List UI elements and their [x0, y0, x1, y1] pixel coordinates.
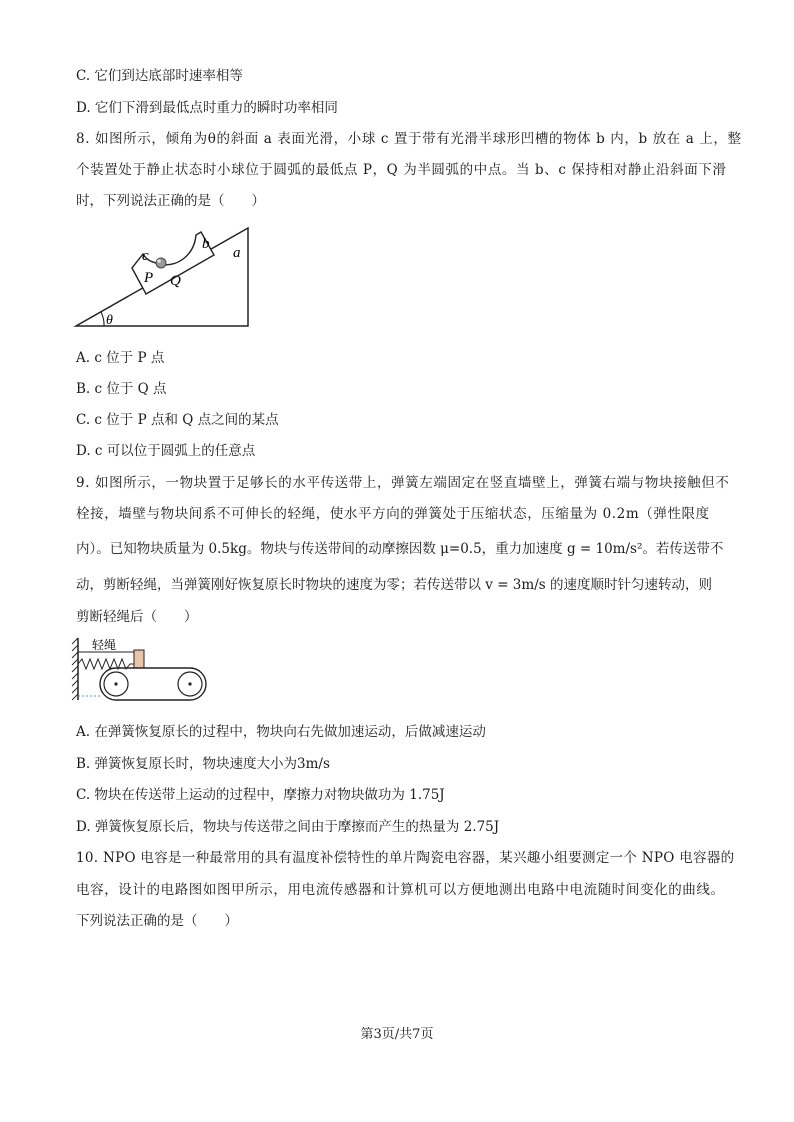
q9-stem-line-2: 栓接，墙壁与物块间系不可伸长的轻绳，使水平方向的弹簧处于压缩状态，压缩量为 0.2m（弹性限度: [76, 506, 710, 522]
q7-option-d: D. 它们下滑到最低点时重力的瞬时功率相同: [76, 100, 338, 116]
q8-option-b: B. c 位于 Q 点: [76, 381, 167, 397]
q9-option-a: A. 在弹簧恢复原长的过程中，物块向右先做加速运动，后做减速运动: [76, 724, 486, 740]
q9-stem-line-1: 9. 如图所示，一物块置于足够长的水平传送带上，弹簧左端固定在竖直墙壁上，弹簧右端与物块接触但不: [76, 475, 730, 491]
label-c: c: [142, 248, 149, 264]
q10-stem-line-2: 电容，设计的电路图如图甲所示，用电流传感器和计算机可以方便地测出电路中电流随时间变化的曲线。: [76, 882, 725, 898]
q8-stem-line-3: 时，下列说法正确的是（ ）: [76, 193, 265, 209]
label-q: Q: [170, 273, 181, 289]
q8-stem-line-2: 个装置处于静止状态时小球位于圆弧的最低点 P，Q 为半圆弧的中点。当 b、c 保持相对静止沿斜面下滑: [76, 162, 727, 178]
q10-stem-line-3: 下列说法正确的是（ ）: [76, 913, 238, 929]
q9-conveyor-figure: [70, 634, 212, 704]
q8-option-d: D. c 可以位于圆弧上的任意点: [76, 443, 256, 459]
q8-incline-figure: [70, 222, 255, 332]
q9-option-b: B. 弹簧恢复原长时，物块速度大小为3m/s: [76, 756, 330, 772]
theta-arc: [101, 312, 104, 326]
q10-stem-line-1: 10. NPO 电容是一种最常用的具有温度补偿特性的单片陶瓷电容器，某兴趣小组要测定一个 NPO 电容器的: [76, 850, 735, 866]
q8-stem-line-1: 8. 如图所示，倾角为θ的斜面 a 表面光滑，小球 c 置于带有光滑半球形凹槽的物体 b 内，b 放在 a 上，整: [76, 131, 742, 147]
q7-option-c: C. 它们到达底部时速率相等: [76, 68, 243, 84]
page-footer: 第3页/共7页: [360, 1027, 434, 1042]
label-b: b: [202, 236, 210, 252]
q9-stem-line-4: 动，剪断轻绳，当弹簧刚好恢复原长时物块的速度为零；若传送带以 v = 3m/s 的速度顺时针匀速转动，则: [76, 577, 712, 593]
q9-stem-line-5: 剪断轻绳后（ ）: [76, 609, 198, 625]
ball-c: [156, 258, 166, 268]
label-a: a: [233, 245, 241, 261]
q8-option-a: A. c 位于 P 点: [76, 350, 165, 366]
q8-option-c: C. c 位于 P 点和 Q 点之间的某点: [76, 412, 279, 428]
q9-option-d: D. 弹簧恢复原长后，物块与传送带之间由于摩擦而产生的热量为 2.75J: [76, 819, 500, 835]
label-rope: 轻绳: [92, 638, 117, 652]
label-theta: θ: [106, 313, 113, 328]
q9-stem-line-3: 内）。已知物块质量为 0.5kg。物块与传送带间的动摩擦因数 μ=0.5，重力加速度 g = 10m/s²。若传送带不: [76, 541, 724, 557]
block: [134, 650, 144, 668]
label-p: P: [144, 270, 154, 286]
q9-option-c: C. 物块在传送带上运动的过程中，摩擦力对物块做功为 1.75J: [76, 787, 445, 803]
